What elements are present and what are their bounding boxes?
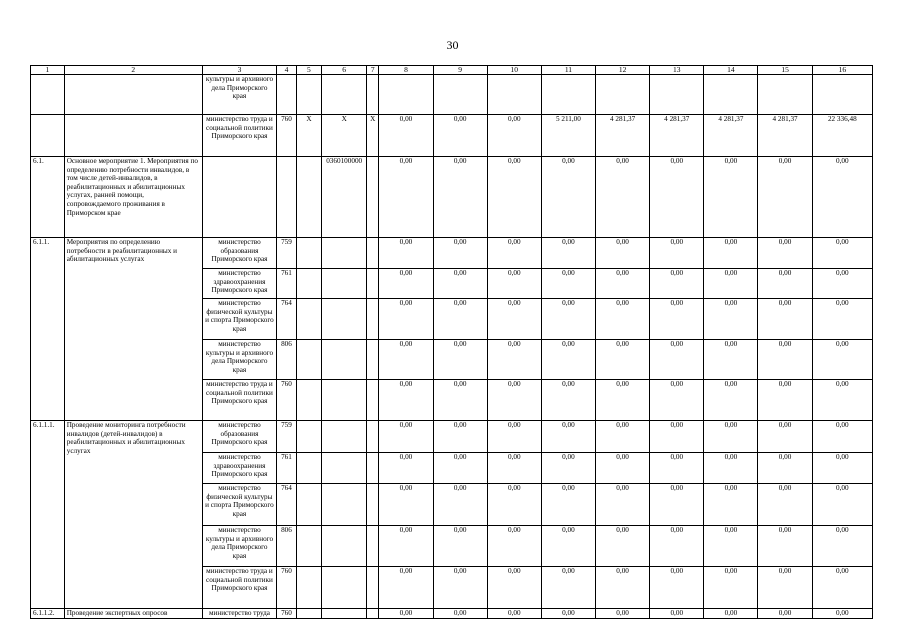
amount-cell: 0,00 [596, 238, 650, 269]
amount-cell: 0,00 [487, 609, 541, 619]
executor-cell [202, 157, 277, 238]
column-header: 7 [367, 66, 379, 75]
amount-cell: 0,00 [650, 609, 704, 619]
amount-cell: 0,00 [433, 484, 487, 526]
amount-cell: 0,00 [541, 484, 595, 526]
amount-cell: 0,00 [812, 269, 872, 299]
amount-cell: 0,00 [487, 453, 541, 484]
amount-cell: 0,00 [541, 609, 595, 619]
amount-cell: 0,00 [596, 567, 650, 609]
row-number-cell: 6.1.1. [31, 238, 65, 421]
amount-cell: 0,00 [487, 238, 541, 269]
amount-cell: 0,00 [650, 269, 704, 299]
section-code-cell [296, 484, 322, 526]
amount-cell: 0,00 [433, 526, 487, 567]
amount-cell: 0,00 [379, 269, 433, 299]
amount-cell: 0,00 [541, 238, 595, 269]
amount-cell: 0,00 [650, 340, 704, 380]
table-row [31, 609, 873, 619]
row-number-cell: 6.1.1.1. [31, 421, 65, 609]
amount-cell: 0,00 [758, 453, 812, 484]
amount-cell: 0,00 [650, 484, 704, 526]
amount-cell: 0,00 [758, 421, 812, 453]
amount-cell: 0,00 [650, 453, 704, 484]
executor-cell: министерство труда и социальной политики Приморского края [202, 115, 277, 157]
expense-type-cell [367, 567, 379, 609]
section-code-cell [296, 567, 322, 609]
amount-cell: 0,00 [704, 299, 758, 340]
column-header: 10 [487, 66, 541, 75]
executor-cell: министерство труда [202, 609, 277, 619]
column-header: 16 [812, 66, 872, 75]
grbs-code-cell: 760 [277, 380, 296, 421]
executor-cell: министерство труда и социальной политики Приморского края [202, 567, 277, 609]
amount-cell: 0,00 [379, 421, 433, 453]
section-code-cell [296, 421, 322, 453]
expense-type-cell [367, 75, 379, 115]
column-header: 13 [650, 66, 704, 75]
amount-cell: 0,00 [433, 453, 487, 484]
target-article-cell [322, 484, 367, 526]
executor-cell: министерство здравоохранения Приморского края [202, 453, 277, 484]
amount-cell: 0,00 [812, 238, 872, 269]
amount-cell: 0,00 [433, 421, 487, 453]
column-header: 9 [433, 66, 487, 75]
target-article-cell: 0360100000 [322, 157, 367, 238]
amount-cell: 0,00 [704, 238, 758, 269]
amount-cell: 0,00 [812, 340, 872, 380]
amount-cell: 0,00 [704, 609, 758, 619]
amount-cell [650, 75, 704, 115]
table-row [31, 421, 873, 453]
table-row [31, 115, 873, 157]
amount-cell: 0,00 [812, 453, 872, 484]
section-code-cell [296, 453, 322, 484]
grbs-code-cell: 760 [277, 609, 296, 619]
column-header: 4 [277, 66, 296, 75]
amount-cell: 0,00 [487, 380, 541, 421]
amount-cell: 0,00 [379, 484, 433, 526]
measure-name-cell: Проведение мониторинга потребности инвалидов (детей-инвалидов) в реабилитационных и абилитационных услугах [64, 421, 202, 609]
amount-cell: 0,00 [433, 299, 487, 340]
amount-cell: 0,00 [541, 340, 595, 380]
amount-cell: 0,00 [650, 380, 704, 421]
amount-cell: 0,00 [541, 567, 595, 609]
amount-cell: 0,00 [487, 526, 541, 567]
amount-cell: 0,00 [704, 269, 758, 299]
executor-cell: министерство культуры и архивного дела Приморского края [202, 526, 277, 567]
amount-cell: 0,00 [487, 421, 541, 453]
amount-cell: 0,00 [812, 526, 872, 567]
amount-cell: 0,00 [758, 299, 812, 340]
column-header: 11 [541, 66, 595, 75]
section-code-cell [296, 609, 322, 619]
target-article-cell [322, 380, 367, 421]
executor-cell: министерство культуры и архивного дела Приморского края [202, 340, 277, 380]
amount-cell: 0,00 [812, 299, 872, 340]
amount-cell: 0,00 [433, 238, 487, 269]
amount-cell: 5 211,00 [541, 115, 595, 157]
amount-cell: 0,00 [758, 484, 812, 526]
amount-cell: 0,00 [433, 609, 487, 619]
amount-cell: 0,00 [541, 269, 595, 299]
amount-cell: 0,00 [379, 340, 433, 380]
amount-cell: 0,00 [433, 340, 487, 380]
expense-type-cell [367, 453, 379, 484]
amount-cell: 0,00 [758, 238, 812, 269]
amount-cell [596, 75, 650, 115]
amount-cell: 0,00 [433, 567, 487, 609]
target-article-cell [322, 567, 367, 609]
column-header: 8 [379, 66, 433, 75]
page-number: 30 [446, 38, 459, 52]
target-article-cell: X [322, 115, 367, 157]
amount-cell: 4 281,37 [596, 115, 650, 157]
expense-type-cell: X [367, 115, 379, 157]
amount-cell: 0,00 [596, 340, 650, 380]
amount-cell: 0,00 [596, 421, 650, 453]
expense-type-cell [367, 157, 379, 238]
amount-cell: 0,00 [650, 526, 704, 567]
target-article-cell [322, 340, 367, 380]
amount-cell: 0,00 [812, 484, 872, 526]
row-number-cell: 6.1.1.2. [31, 609, 65, 619]
expense-type-cell [367, 421, 379, 453]
amount-cell [379, 75, 433, 115]
row-number-cell: 6.1. [31, 157, 65, 238]
column-header: 1 [31, 66, 65, 75]
executor-cell: министерство физической культуры и спорта Приморского края [202, 484, 277, 526]
amount-cell: 0,00 [704, 421, 758, 453]
amount-cell: 0,00 [650, 421, 704, 453]
measure-name-cell: Проведение экспертных опросов [64, 609, 202, 619]
section-code-cell: X [296, 115, 322, 157]
section-code-cell [296, 380, 322, 421]
expense-type-cell [367, 340, 379, 380]
executor-cell: министерство образования Приморского края [202, 421, 277, 453]
amount-cell: 0,00 [704, 567, 758, 609]
amount-cell: 0,00 [433, 157, 487, 238]
expense-type-cell [367, 609, 379, 619]
amount-cell: 0,00 [704, 526, 758, 567]
amount-cell: 0,00 [812, 609, 872, 619]
grbs-code-cell [277, 157, 296, 238]
column-header: 14 [704, 66, 758, 75]
executor-cell: министерство труда и социальной политики Приморского края [202, 380, 277, 421]
budget-table [30, 65, 873, 619]
amount-cell: 0,00 [487, 157, 541, 238]
header-row [31, 66, 873, 75]
target-article-cell [322, 526, 367, 567]
amount-cell: 0,00 [541, 421, 595, 453]
amount-cell: 0,00 [650, 238, 704, 269]
grbs-code-cell: 759 [277, 421, 296, 453]
amount-cell: 0,00 [379, 526, 433, 567]
column-header: 12 [596, 66, 650, 75]
amount-cell: 0,00 [650, 299, 704, 340]
section-code-cell [296, 238, 322, 269]
column-header: 15 [758, 66, 812, 75]
amount-cell: 4 281,37 [758, 115, 812, 157]
amount-cell: 0,00 [596, 609, 650, 619]
row-number-cell [31, 75, 65, 115]
measure-name-cell: Основное мероприятие 1. Мероприятия по определению потребности инвалидов, в том числе детей-инвалидов, в реабилитационных и абилитационных услугах, ранней помощи, сопровождаемого проживания в Приморском крае [64, 157, 202, 238]
amount-cell: 0,00 [704, 340, 758, 380]
amount-cell: 0,00 [704, 380, 758, 421]
grbs-code-cell [277, 75, 296, 115]
amount-cell: 0,00 [541, 453, 595, 484]
amount-cell: 0,00 [379, 157, 433, 238]
amount-cell [433, 75, 487, 115]
grbs-code-cell: 806 [277, 526, 296, 567]
table-row [31, 157, 873, 238]
amount-cell: 0,00 [379, 453, 433, 484]
amount-cell: 4 281,37 [650, 115, 704, 157]
amount-cell: 0,00 [758, 567, 812, 609]
amount-cell: 0,00 [812, 157, 872, 238]
measure-name-cell [64, 75, 202, 115]
column-header: 3 [202, 66, 277, 75]
amount-cell: 0,00 [487, 484, 541, 526]
target-article-cell [322, 75, 367, 115]
amount-cell: 0,00 [596, 453, 650, 484]
amount-cell: 0,00 [758, 609, 812, 619]
grbs-code-cell: 760 [277, 115, 296, 157]
row-number-cell [31, 115, 65, 157]
table-row [31, 75, 873, 115]
amount-cell [541, 75, 595, 115]
amount-cell: 0,00 [704, 453, 758, 484]
amount-cell: 0,00 [433, 115, 487, 157]
expense-type-cell [367, 380, 379, 421]
amount-cell: 0,00 [596, 299, 650, 340]
executor-cell: министерство здравоохранения Приморского края [202, 269, 277, 299]
amount-cell [758, 75, 812, 115]
amount-cell: 0,00 [379, 567, 433, 609]
section-code-cell [296, 299, 322, 340]
target-article-cell [322, 299, 367, 340]
grbs-code-cell: 806 [277, 340, 296, 380]
amount-cell: 0,00 [758, 157, 812, 238]
expense-type-cell [367, 526, 379, 567]
measure-name-cell: Мероприятия по определению потребности в реабилитационных и абилитационных услугах [64, 238, 202, 421]
section-code-cell [296, 157, 322, 238]
executor-cell: министерство образования Приморского края [202, 238, 277, 269]
amount-cell: 0,00 [379, 380, 433, 421]
amount-cell: 0,00 [487, 299, 541, 340]
grbs-code-cell: 759 [277, 238, 296, 269]
amount-cell: 0,00 [596, 380, 650, 421]
amount-cell: 0,00 [541, 526, 595, 567]
table-row [31, 238, 873, 269]
amount-cell [704, 75, 758, 115]
amount-cell: 0,00 [812, 380, 872, 421]
amount-cell: 0,00 [379, 609, 433, 619]
column-header: 2 [64, 66, 202, 75]
expense-type-cell [367, 484, 379, 526]
amount-cell: 0,00 [758, 340, 812, 380]
expense-type-cell [367, 269, 379, 299]
amount-cell: 0,00 [758, 380, 812, 421]
executor-cell: культуры и архивного дела Приморского края [202, 75, 277, 115]
amount-cell: 0,00 [812, 567, 872, 609]
amount-cell: 0,00 [650, 157, 704, 238]
grbs-code-cell: 760 [277, 567, 296, 609]
grbs-code-cell: 761 [277, 269, 296, 299]
target-article-cell [322, 238, 367, 269]
amount-cell: 0,00 [596, 484, 650, 526]
amount-cell: 0,00 [379, 238, 433, 269]
section-code-cell [296, 340, 322, 380]
column-header: 6 [322, 66, 367, 75]
amount-cell: 0,00 [487, 269, 541, 299]
section-code-cell [296, 75, 322, 115]
amount-cell: 0,00 [596, 269, 650, 299]
target-article-cell [322, 421, 367, 453]
column-header: 5 [296, 66, 322, 75]
target-article-cell [322, 453, 367, 484]
target-article-cell [322, 269, 367, 299]
amount-cell: 0,00 [704, 484, 758, 526]
amount-cell: 0,00 [487, 340, 541, 380]
grbs-code-cell: 764 [277, 299, 296, 340]
amount-cell: 22 336,48 [812, 115, 872, 157]
section-code-cell [296, 526, 322, 567]
amount-cell: 0,00 [596, 526, 650, 567]
amount-cell: 0,00 [704, 157, 758, 238]
expense-type-cell [367, 238, 379, 269]
amount-cell: 0,00 [487, 115, 541, 157]
amount-cell: 0,00 [379, 299, 433, 340]
section-code-cell [296, 269, 322, 299]
amount-cell: 4 281,37 [704, 115, 758, 157]
grbs-code-cell: 764 [277, 484, 296, 526]
expense-type-cell [367, 299, 379, 340]
measure-name-cell [64, 115, 202, 157]
amount-cell: 0,00 [487, 567, 541, 609]
amount-cell: 0,00 [433, 269, 487, 299]
amount-cell: 0,00 [379, 115, 433, 157]
amount-cell: 0,00 [650, 567, 704, 609]
amount-cell: 0,00 [812, 421, 872, 453]
target-article-cell [322, 609, 367, 619]
amount-cell: 0,00 [541, 380, 595, 421]
amount-cell [812, 75, 872, 115]
amount-cell: 0,00 [758, 526, 812, 567]
amount-cell: 0,00 [541, 157, 595, 238]
amount-cell [487, 75, 541, 115]
amount-cell: 0,00 [433, 380, 487, 421]
amount-cell: 0,00 [758, 269, 812, 299]
amount-cell: 0,00 [596, 157, 650, 238]
amount-cell: 0,00 [541, 299, 595, 340]
executor-cell: министерство физической культуры и спорта Приморского края [202, 299, 277, 340]
grbs-code-cell: 761 [277, 453, 296, 484]
